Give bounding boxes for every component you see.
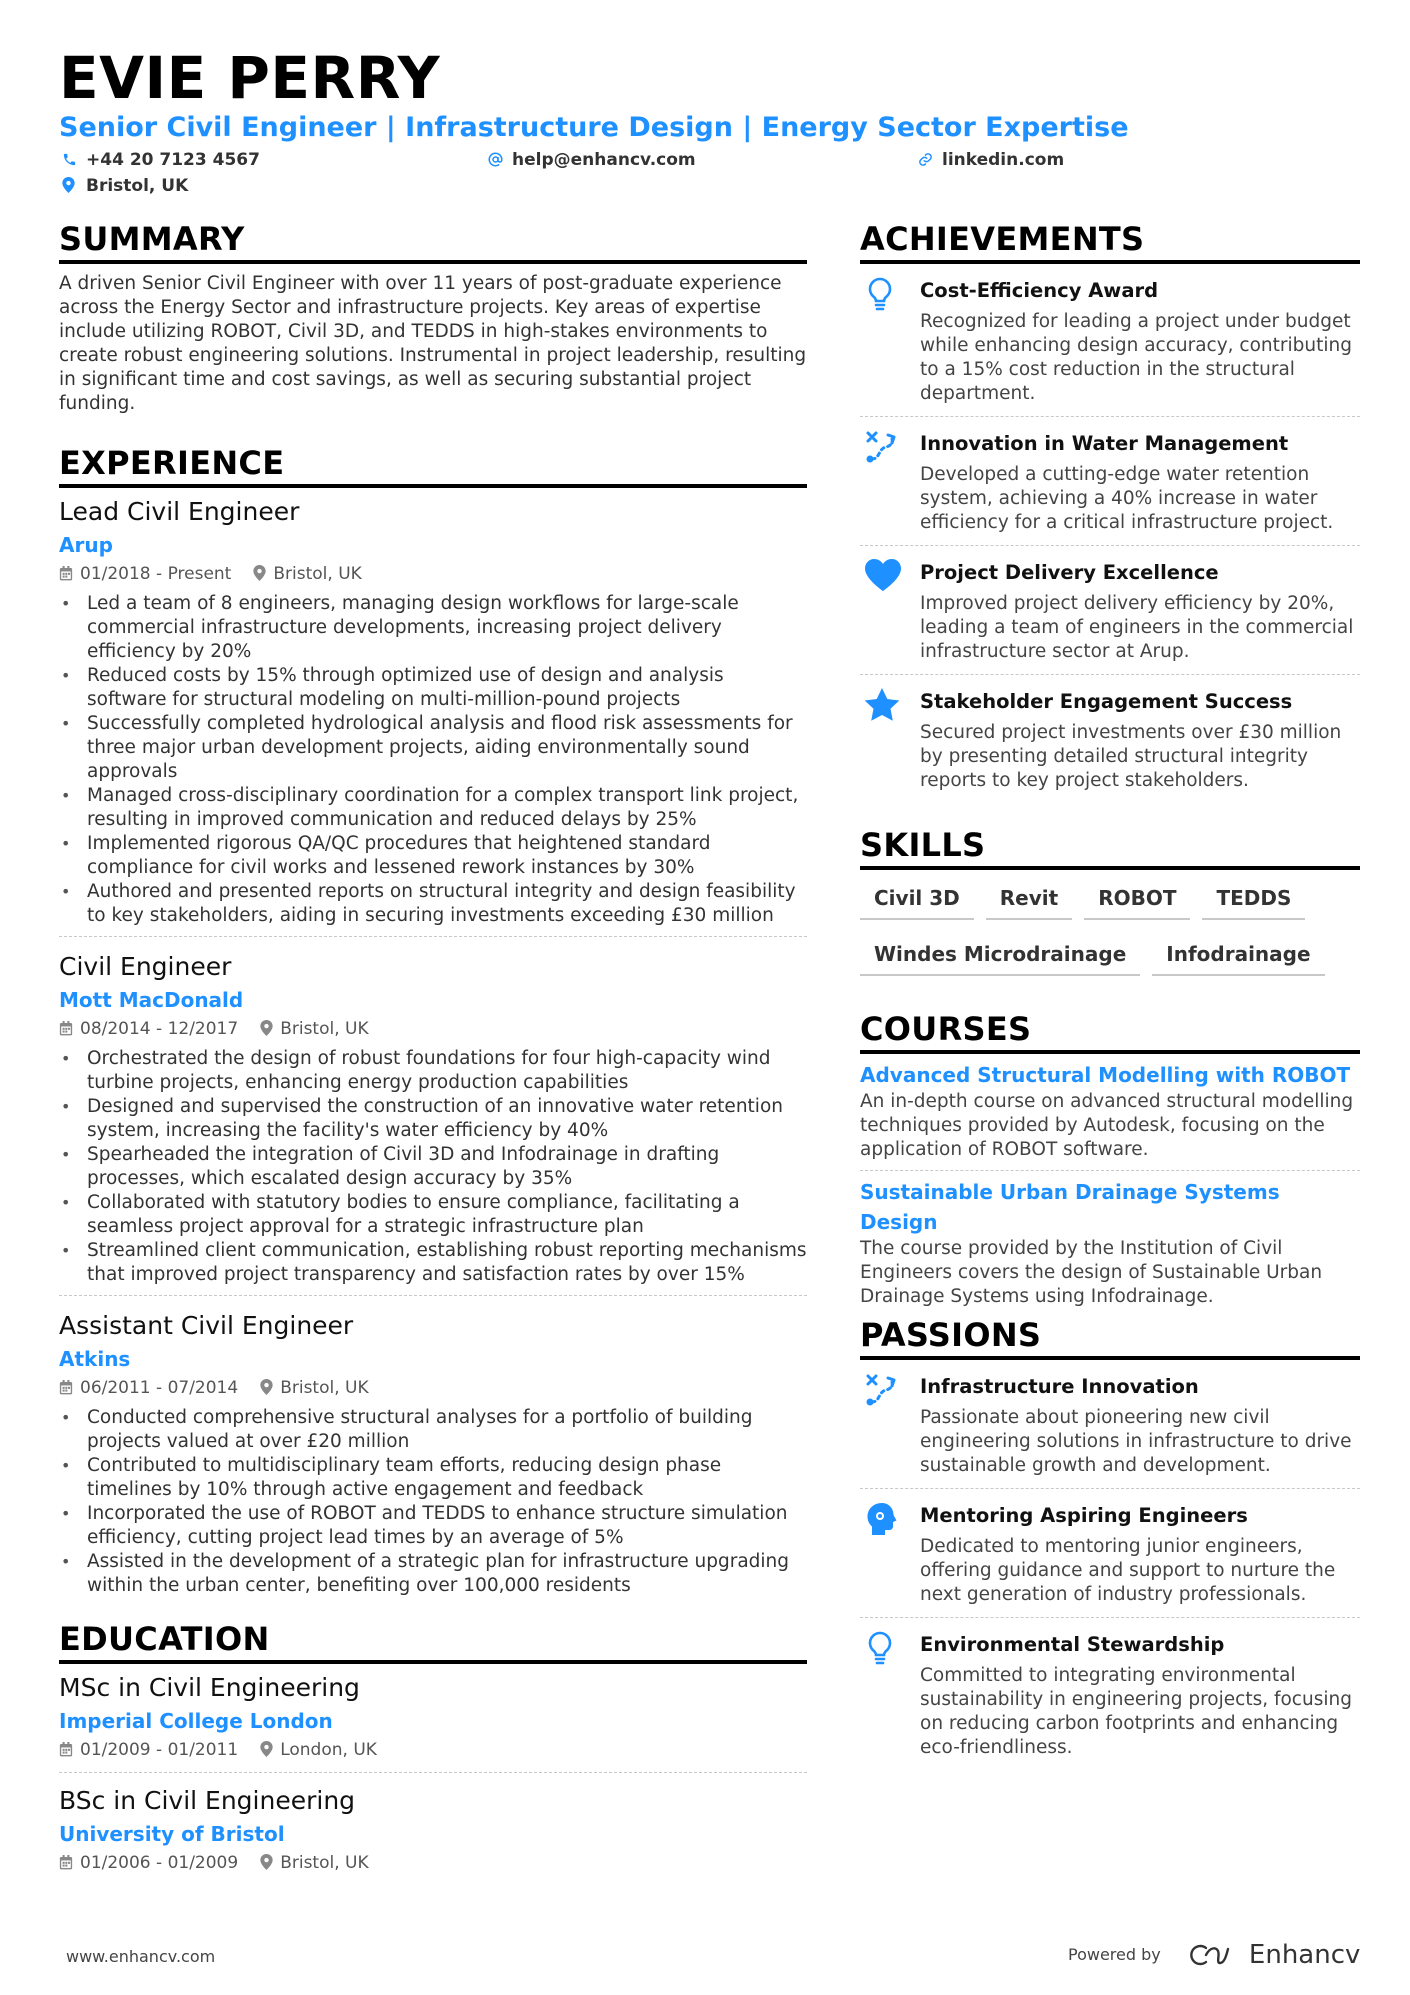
- calendar-icon: [59, 1017, 73, 1045]
- education-list: [59, 1664, 807, 1885]
- job-entry: [59, 943, 807, 1296]
- passions-section: [860, 1316, 1360, 1770]
- achievement-title: Cost-Efficiency Award: [920, 279, 1159, 302]
- path-icon: [864, 1372, 900, 1408]
- job-meta: [59, 560, 807, 590]
- job-title: Assistant Civil Engineer: [59, 1311, 354, 1340]
- job-dates: 06/2011 - 07/2014: [80, 1378, 239, 1398]
- path-icon: [864, 429, 900, 465]
- degree-title: MSc in Civil Engineering: [59, 1673, 360, 1702]
- heart-icon: [864, 558, 900, 594]
- skills-section: [860, 826, 1360, 992]
- lightbulb-icon: [864, 276, 900, 312]
- bullet-item: • Led a team of 8 engineers, managing design workflows for large-scale commercial infrastructure developments, increasing project delivery efficiency by 20%: [59, 592, 807, 664]
- passion-description: Passionate about pioneering new civil engineering solutions in infrastructure to drive sustainable growth and development.: [920, 1407, 1352, 1476]
- achievement: [860, 264, 1360, 417]
- education-location: Bristol, UK: [280, 1853, 369, 1873]
- bullet-item: • Managed cross-disciplinary coordination for a complex transport link project, resulting in improved communication and reduced delays by 25%: [59, 784, 807, 832]
- bullet-item: • Authored and presented reports on structural integrity and design feasibility to key stakeholders, aiding in securing investments exceeding £30 million: [59, 880, 807, 928]
- passion-title: Mentoring Aspiring Engineers: [920, 1504, 1248, 1527]
- achievement-description: Secured project investments over £30 million by presenting detailed structural integrity reports to key project stakeholders.: [920, 722, 1342, 791]
- powered-by-label: Powered by: [1068, 1945, 1161, 1964]
- achievement-title: Stakeholder Engagement Success: [920, 690, 1293, 713]
- bullet-item: • Reduced costs by 15% through optimized use of design and analysis software for structural modeling on multi-million-pound projects: [59, 664, 807, 712]
- bullet-item: • Collaborated with statutory bodies to ensure compliance, facilitating a seamless project approval for a strategic infrastructure plan: [59, 1191, 807, 1239]
- job-location: Bristol, UK: [280, 1378, 369, 1398]
- link-icon: [918, 150, 934, 170]
- course-entry: [860, 1054, 1360, 1171]
- location-pin-icon: [253, 562, 266, 590]
- location-pin-icon: [260, 1376, 273, 1404]
- education-meta: [59, 1849, 807, 1879]
- achievement-title: Innovation in Water Management: [920, 432, 1289, 455]
- calendar-icon: [59, 1851, 73, 1879]
- job-meta: [59, 1015, 807, 1045]
- bullet-item: • Spearheaded the integration of Civil 3D and Infodrainage in drafting processes, which escalated design accuracy by 35%: [59, 1143, 807, 1191]
- summary-heading: SUMMARY: [59, 220, 807, 264]
- job-entry: [59, 1302, 807, 1606]
- job-bullets: [59, 1047, 807, 1287]
- job-location: Bristol, UK: [273, 564, 362, 584]
- skill-tag: Infodrainage: [1152, 936, 1324, 976]
- job-bullets: [59, 1406, 807, 1598]
- skills-list: [860, 880, 1360, 992]
- job-title: Lead Civil Engineer: [59, 497, 300, 526]
- job-title: Civil Engineer: [59, 952, 232, 981]
- course-title: Sustainable Urban Drainage Systems Design: [860, 1180, 1280, 1234]
- contact-phone[interactable]: +44 20 7123 4567: [62, 150, 260, 170]
- passions-heading: PASSIONS: [860, 1316, 1360, 1360]
- job-dates: 08/2014 - 12/2017: [80, 1019, 239, 1039]
- passion-description: Dedicated to mentoring junior engineers, offering guidance and support to nurture the next generation of industry professionals.: [920, 1536, 1336, 1605]
- job-dates: 01/2018 - Present: [80, 564, 232, 584]
- company-name: Atkins: [59, 1347, 131, 1371]
- achievement-title: Project Delivery Excellence: [920, 561, 1219, 584]
- education-dates: 01/2009 - 01/2011: [80, 1740, 239, 1760]
- company-name: Arup: [59, 533, 113, 557]
- footer-brand: [1068, 1940, 1360, 1970]
- skills-heading: SKILLS: [860, 826, 1360, 870]
- company-name: Mott MacDonald: [59, 988, 244, 1012]
- summary-section: [59, 220, 807, 416]
- passion: [860, 1618, 1360, 1770]
- school-name: Imperial College London: [59, 1709, 333, 1733]
- degree-title: BSc in Civil Engineering: [59, 1786, 356, 1815]
- lightbulb-icon: [864, 1630, 900, 1666]
- location-pin-icon: [260, 1017, 273, 1045]
- job-meta: [59, 1374, 807, 1404]
- passion-title: Environmental Stewardship: [920, 1633, 1225, 1656]
- calendar-icon: [59, 562, 73, 590]
- courses-heading: COURSES: [860, 1010, 1360, 1054]
- education-entry: [59, 1777, 807, 1885]
- skill-tag: TEDDS: [1202, 880, 1305, 920]
- bullet-item: • Assisted in the development of a strategic plan for infrastructure upgrading within the urban center, benefiting over 100,000 residents: [59, 1550, 807, 1598]
- phone-icon: [62, 150, 78, 170]
- summary-text: A driven Senior Civil Engineer with over 11 years of post-graduate experience across the Energy Sector and infrastructure projects. Key areas of expertise include utilizing ROBOT, Civil 3D, and TEDDS in high-stakes environments to create robust engineering solutions. Instrumental in project leadership, resulting in significant time and cost savings, as well as securing substantial project funding.: [59, 273, 807, 414]
- courses-list: [860, 1054, 1360, 1317]
- experience-section: [59, 444, 807, 1612]
- head-icon: [864, 1501, 900, 1537]
- passion: [860, 1489, 1360, 1618]
- job-location: Bristol, UK: [280, 1019, 369, 1039]
- location-pin-icon: [260, 1738, 273, 1766]
- achievement: [860, 417, 1360, 546]
- course-title: Advanced Structural Modelling with ROBOT: [860, 1063, 1351, 1087]
- footer-website[interactable]: www.enhancv.com: [66, 1947, 216, 1966]
- achievement-description: Developed a cutting-edge water retention system, achieving a 40% increase in water efficiency for a critical infrastructure project.: [920, 464, 1334, 533]
- passions-list: [860, 1360, 1360, 1770]
- contact-email[interactable]: help@enhancv.com: [488, 150, 696, 170]
- achievement: [860, 675, 1360, 803]
- experience-list: [59, 488, 807, 1606]
- contact-location: Bristol, UK: [62, 176, 188, 196]
- skill-tag: Civil 3D: [860, 880, 974, 920]
- passion-description: Committed to integrating environmental sustainability in engineering projects, focusing on reducing carbon footprints and enhancing eco-friendliness.: [920, 1665, 1352, 1758]
- achievement: [860, 546, 1360, 675]
- course-entry: [860, 1171, 1360, 1317]
- candidate-name: EVIE PERRY: [59, 44, 441, 112]
- passion-title: Infrastructure Innovation: [920, 1375, 1199, 1398]
- location-pin-icon: [62, 176, 78, 196]
- education-dates: 01/2006 - 01/2009: [80, 1853, 239, 1873]
- at-icon: [488, 150, 504, 170]
- bullet-item: • Implemented rigorous QA/QC procedures that heightened standard compliance for civil works and lessened rework instances by 30%: [59, 832, 807, 880]
- skill-tag: Windes Microdrainage: [860, 936, 1140, 976]
- education-entry: [59, 1664, 807, 1773]
- skill-tag: Revit: [986, 880, 1072, 920]
- bullet-item: • Conducted comprehensive structural analyses for a portfolio of building projects valued at over £20 million: [59, 1406, 807, 1454]
- job-bullets: [59, 592, 807, 928]
- job-entry: [59, 488, 807, 937]
- bullet-item: • Successfully completed hydrological analysis and flood risk assessments for three major urban development projects, aiding environmentally sound approvals: [59, 712, 807, 784]
- achievement-description: Improved project delivery efficiency by 20%, leading a team of engineers in the commercial infrastructure sector at Arup.: [920, 593, 1354, 662]
- bullet-item: • Incorporated the use of ROBOT and TEDDS to enhance structure simulation efficiency, cutting project lead times by an average of 5%: [59, 1502, 807, 1550]
- achievements-heading: ACHIEVEMENTS: [860, 220, 1360, 264]
- achievements-section: [860, 220, 1360, 803]
- contact-linkedin[interactable]: linkedin.com: [918, 150, 1064, 170]
- course-description: The course provided by the Institution of Civil Engineers covers the design of Sustainable Urban Drainage Systems using Infodrainage.: [860, 1238, 1323, 1307]
- courses-section: [860, 1010, 1360, 1317]
- education-location: London, UK: [280, 1740, 377, 1760]
- education-meta: [59, 1736, 807, 1766]
- course-description: An in-depth course on advanced structural modelling techniques provided by Autodesk, focusing on the application of ROBOT software.: [860, 1091, 1354, 1160]
- experience-heading: EXPERIENCE: [59, 444, 807, 488]
- bullet-item: • Designed and supervised the construction of an innovative water retention system, increasing the facility's water efficiency by 40%: [59, 1095, 807, 1143]
- school-name: University of Bristol: [59, 1822, 285, 1846]
- achievement-description: Recognized for leading a project under budget while enhancing design accuracy, contributing to a 15% cost reduction in the structural department.: [920, 311, 1352, 404]
- passion: [860, 1360, 1360, 1489]
- bullet-item: • Streamlined client communication, establishing robust reporting mechanisms that improved project transparency and satisfaction rates by over 15%: [59, 1239, 807, 1287]
- education-heading: EDUCATION: [59, 1620, 807, 1664]
- enhancv-brand: Enhancv: [1248, 1940, 1361, 1970]
- achievements-list: [860, 264, 1360, 803]
- education-section: [59, 1620, 807, 1889]
- star-icon: [864, 687, 900, 723]
- skill-tag: ROBOT: [1084, 880, 1190, 920]
- enhancv-logo-icon: [1188, 1942, 1234, 1968]
- bullet-item: • Contributed to multidisciplinary team efforts, reducing design phase timelines by 10% through active engagement and feedback: [59, 1454, 807, 1502]
- calendar-icon: [59, 1376, 73, 1404]
- location-pin-icon: [260, 1851, 273, 1879]
- tagline: Senior Civil Engineer | Infrastructure Design | Energy Sector Expertise: [59, 112, 1129, 143]
- calendar-icon: [59, 1738, 73, 1766]
- bullet-item: • Orchestrated the design of robust foundations for four high-capacity wind turbine projects, enhancing energy production capabilities: [59, 1047, 807, 1095]
